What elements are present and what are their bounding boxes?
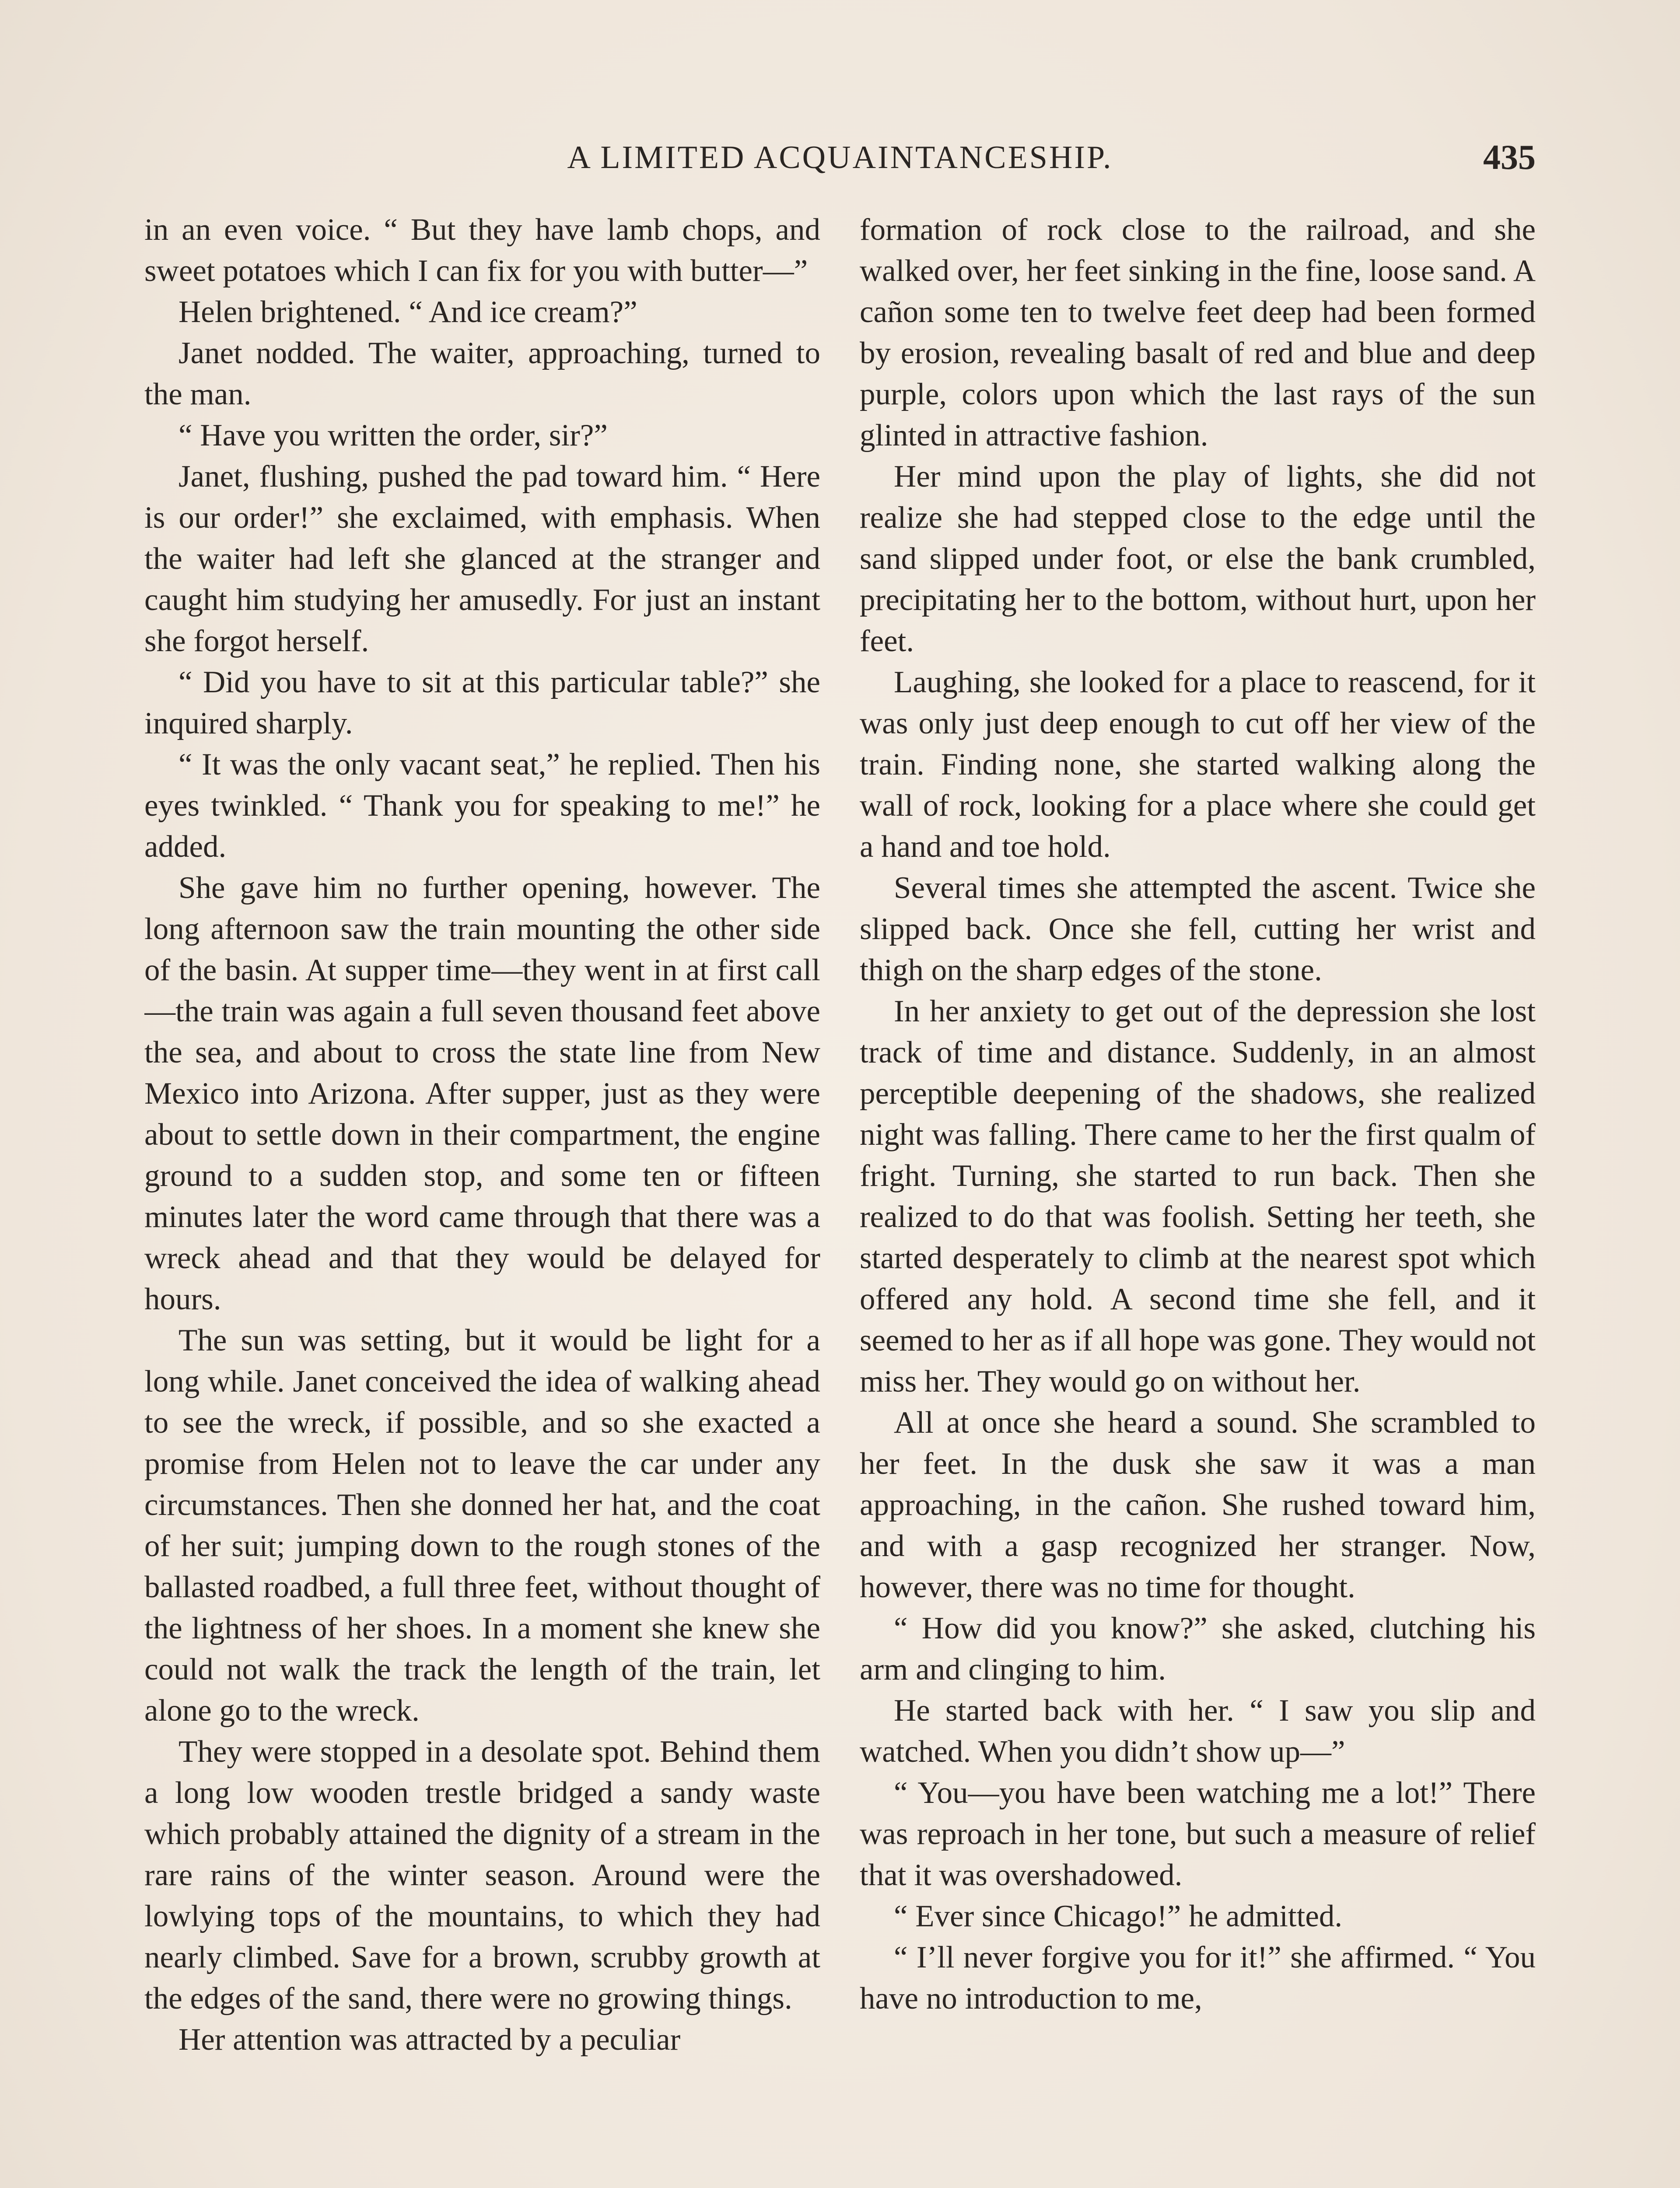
paragraph: She gave him no further opening, however. The long afternoon saw the train mounting the other side of the basin. At supper time—they went in at first call—the train was again a full seven thousand feet above the sea, and about to cross the state line from New Mexico into Arizona. After supper, just as they were about to settle down in their compartment, the engine ground to a sudden stop, and some ten or fifteen minutes later the word came through that there was a wreck ahead and that they would be delayed for hours.: [144, 871, 820, 1316]
paragraph: Janet, flushing, pushed the pad toward him. “ Here is our order!” she exclaimed, with emphasis. When the waiter had left she glanced at the stranger and caught him studying her amusedly. For just an instant she forgot herself.: [144, 459, 820, 658]
paragraph: Janet nodded. The waiter, approaching, turned to the man.: [144, 336, 820, 411]
paragraph: Her mind upon the play of lights, she did not realize she had stepped close to the edge until the sand slipped under foot, or else the bank crumbled, precipitating her to the bottom, without hurt, upon her feet.: [860, 459, 1536, 658]
paragraph: formation of rock close to the railroad, and she walked over, her feet sinking in the fine, loose sand. A cañon some ten to twelve feet deep had been formed by erosion, revealing basalt of red and blue and deep purple, colors upon which the last rays of the sun glinted in attractive fashion.: [860, 213, 1536, 452]
paragraph: Laughing, she looked for a place to reascend, for it was only just deep enough to cut off her view of the train. Finding none, she started walking along the wall of rock, looking for a place where she could get a hand and toe hold.: [860, 665, 1536, 864]
page-header: [144, 131, 1536, 184]
paragraph: Her attention was attracted by a peculiar: [178, 2023, 681, 2057]
paragraph: “ Have you written the order, sir?”: [178, 418, 608, 452]
paragraph: Several times she attempted the ascent. Twice she slipped back. Once she fell, cutting her wrist and thigh on the sharp edges of the stone.: [860, 871, 1536, 987]
paragraph: Helen brightened. “ And ice cream?”: [178, 295, 637, 329]
paragraph: “ It was the only vacant seat,” he replied. Then his eyes twinkled. “ Thank you for speaking to me!” he added.: [144, 747, 820, 864]
right-text-column: [860, 209, 1536, 2188]
paragraph: “ I’ll never forgive you for it!” she affirmed. “ You have no introduction to me,: [860, 1940, 1536, 2016]
paragraph: He started back with her. “ I saw you slip and watched. When you didn’t show up—”: [860, 1694, 1536, 1769]
page-number: 435: [1483, 138, 1536, 177]
left-text-column: [144, 209, 820, 2188]
paragraph: “ Ever since Chicago!” he admitted.: [894, 1899, 1343, 1933]
paragraph: “ Did you have to sit at this particular table?” she inquired sharply.: [144, 665, 820, 740]
paragraph: The sun was setting, but it would be light for a long while. Janet conceived the idea of walking ahead to see the wreck, if possible, and so she exacted a promise from Helen not to leave the car under any circumstances. Then she donned her hat, and the coat of her suit; jumping down to the rough stones of the ballasted roadbed, a full three feet, without thought of the lightness of her shoes. In a moment she knew she could not walk the track the length of the train, let alone go to the wreck.: [144, 1323, 820, 1728]
paragraph: In her anxiety to get out of the depression she lost track of time and distance. Suddenly, in an almost perceptible deepening of the shadows, she realized night was falling. There came to her the first qualm of fright. Turning, she started to run back. Then she realized to do that was foolish. Setting her teeth, she started desperately to climb at the nearest spot which offered any hold. A second time she fell, and it seemed to her as if all hope was gone. They would not miss her. They would go on without her.: [860, 994, 1536, 1399]
running-title: A LIMITED ACQUAINTANCESHIP.: [567, 140, 1113, 175]
paragraph: All at once she heard a sound. She scrambled to her feet. In the dusk she saw it was a man approaching, in the cañon. She rushed toward him, and with a gasp recognized her stranger. Now, however, there was no time for thought.: [860, 1406, 1536, 1604]
paragraph: “ You—you have been watching me a lot!” There was reproach in her tone, but such a measure of relief that it was overshadowed.: [860, 1776, 1536, 1892]
paragraph: They were stopped in a desolate spot. Behind them a long low wooden trestle bridged a sandy waste which probably attained the dignity of a stream in the rare rains of the winter season. Around were the lowlying tops of the mountains, to which they had nearly climbed. Save for a brown, scrubby growth at the edges of the sand, there were no growing things.: [144, 1735, 820, 2016]
paragraph: “ How did you know?” she asked, clutching his arm and clinging to him.: [860, 1611, 1536, 1687]
paragraph: in an even voice. “ But they have lamb chops, and sweet potatoes which I can fix for you with butter—”: [144, 213, 820, 288]
